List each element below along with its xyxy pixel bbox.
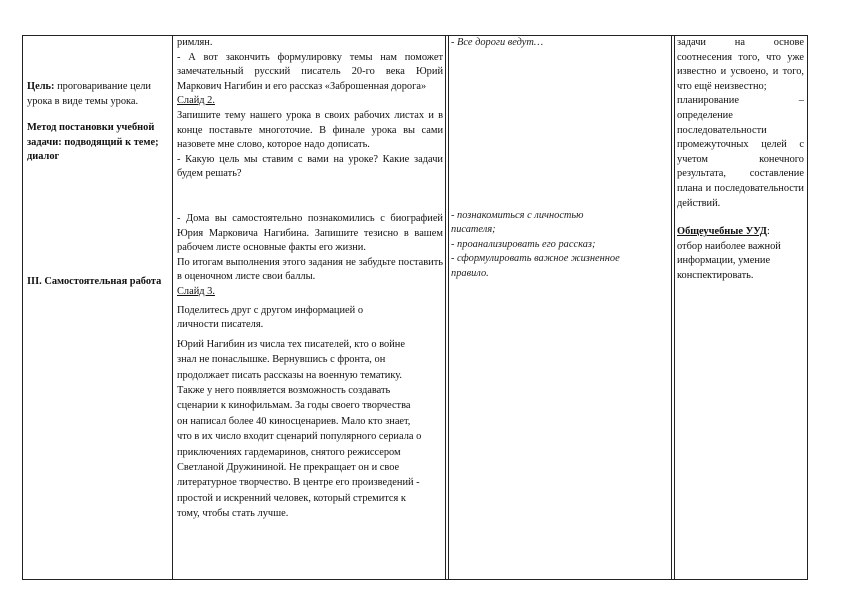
paragraph-nagibin-bio: Юрий Нагибин из числа тех писателей, кто о войне знал не понаслышке. Вернувшись с фронта, он продолжает писать рассказы на военную тематику. Также у него появляется возможность создавать сценарии к кинофильмам. За годы своего творчества он написал более 40 киносценариев. Мало кто знает, что в их число входит сценарий популярного сериала о приключениях гардемаринов, снятого режиссером Светланой Дружининой. Не прекращает он и свое литературное творчество. В центре его произведений - простой и искренний человек, который стремится к тому, чтобы стать лучше. bbox=[177, 338, 422, 520]
paragraph-theme: Запишите тему нашего урока в своих рабочих листах и в конце поставьте многоточие. В финале урока вы сами назовете мне слово, которое надо дописать. bbox=[177, 109, 443, 151]
column-divider bbox=[172, 35, 173, 580]
slide-2-label: Слайд 2. bbox=[177, 95, 215, 107]
uud-general-label: Общеучебные УУД bbox=[677, 226, 767, 238]
paragraph-goal-question: - Какую цель мы ставим с вами на уроке? Какие задачи будем решать? bbox=[177, 153, 443, 180]
paragraph-biography: - Дома вы самостоятельно познакомились с биографией Юрия Марковича Нагибина. Запишите тезисно в вашем рабочем листе основные факты его жизни. bbox=[177, 212, 443, 254]
answer-analyze: - проанализировать его рассказ; bbox=[451, 238, 596, 250]
goal-paragraph bbox=[27, 80, 170, 109]
paragraph-share: Поделитесь друг с другом информацией о личности писателя. bbox=[177, 304, 364, 331]
answer-meet-writer: - познакомиться с личностью писателя; bbox=[451, 209, 584, 236]
uud-planning-text: планирование – определение последовательности промежуточных целей с учетом конечного результата, составление плана и последовательности действий. bbox=[677, 95, 804, 209]
answer-rule: - сформулировать важное жизненное правило. bbox=[451, 253, 620, 279]
column-divider bbox=[445, 35, 446, 580]
teacher-column bbox=[177, 36, 443, 522]
uud-general-text: отбор наиболее важной информации, умение конспектировать. bbox=[677, 240, 781, 281]
column-divider bbox=[674, 35, 675, 580]
column-divider bbox=[671, 35, 672, 580]
column-divider bbox=[448, 35, 449, 580]
method-text: Метод постановки учебной задачи: подводящий к теме; диалог bbox=[27, 122, 159, 163]
paragraph-intro: римлян. bbox=[177, 37, 213, 48]
students-column bbox=[451, 36, 669, 282]
answer-roads: - Все дороги ведут… bbox=[451, 37, 544, 48]
goal-text: проговаривание цели урока в виде темы урока. bbox=[27, 81, 151, 107]
uud-general-paragraph bbox=[677, 225, 804, 283]
goal-label: Цель: bbox=[27, 81, 55, 92]
column-divider bbox=[807, 35, 808, 580]
stage-title: III. Самостоятельная работа bbox=[27, 275, 162, 287]
paragraph-author: - А вот закончить формулировку темы нам поможет замечательный русский писатель 20-го века Юрий Маркович Нагибин и его рассказ «Заброшенная дорога» bbox=[177, 51, 443, 92]
paragraph-score: По итогам выполнения этого задания не забудьте поставить в оценочном листе свои баллы. bbox=[177, 256, 443, 283]
slide-3-label: Слайд 3. bbox=[177, 285, 215, 297]
stage-column bbox=[27, 80, 170, 290]
uud-colon: : bbox=[766, 226, 770, 238]
uud-column bbox=[677, 36, 804, 284]
uud-tasks-text: задачи на основе соотнесения того, что уже известно и усвоено, и того, что ещё неизвестно; bbox=[677, 37, 804, 92]
